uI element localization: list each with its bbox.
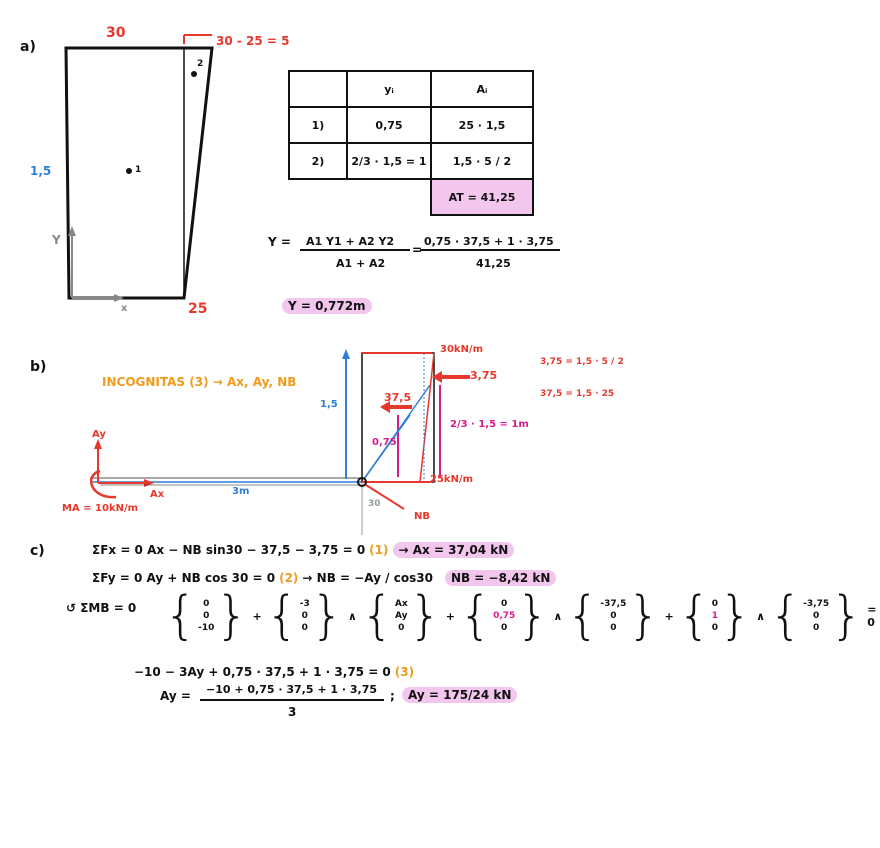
brace-close: } xyxy=(719,586,753,646)
vector-column xyxy=(493,598,515,634)
offset-note: 30 - 25 = 5 xyxy=(216,34,290,48)
section-b-label: b) xyxy=(30,359,47,375)
vector-column xyxy=(712,598,718,634)
ay-result: Ay = 175/24 kN xyxy=(402,687,517,703)
moment-label: MA = 10kN/m xyxy=(62,503,139,514)
vector-operator: ∧ xyxy=(756,609,766,623)
nb-label: NB xyxy=(414,511,430,522)
vector-component: 0 xyxy=(301,623,308,633)
brace-close: } xyxy=(310,586,344,646)
ay-label: Ay xyxy=(92,429,106,440)
moment-vector-equation xyxy=(164,586,880,646)
ay-fraction-bar xyxy=(0,690,646,720)
span-label: 3m xyxy=(232,486,250,497)
brace-close: } xyxy=(830,586,864,646)
vector-component: 0 xyxy=(610,623,617,633)
vector-component: Ay xyxy=(395,611,408,621)
unknowns-label: INCOGNITAS (3) → Ax, Ay, NB xyxy=(102,375,297,389)
eq-sum-fy: ΣFy = 0 Ay + NB cos 30 = 0 (2) → NB = −Ay / cos30 NB = −8,42 kN xyxy=(92,570,556,586)
brace-open: { xyxy=(769,586,803,646)
vector-component: 0 xyxy=(610,611,617,621)
vector-column xyxy=(300,598,310,634)
top-load-label: 30kN/m xyxy=(440,344,484,355)
bottom-load-label: 25kN/m xyxy=(430,474,474,485)
vector-component: 0 xyxy=(711,623,719,633)
note-3-75: 3,75 = 1,5 · 5 / 2 xyxy=(540,357,624,367)
brace-open: { xyxy=(458,586,493,646)
point-1-label: 1 xyxy=(135,165,142,175)
note-37-5: 37,5 = 1,5 · 25 xyxy=(540,389,615,399)
ybar-denominator: A1 + A2 xyxy=(336,257,386,270)
vector-operator: + xyxy=(664,609,674,623)
bottom-width-label: 25 xyxy=(188,301,208,317)
vector-component: 0 xyxy=(398,623,405,633)
vector-component: 0 xyxy=(813,611,820,621)
ybar-lhs: Y = xyxy=(268,235,291,249)
vector-operator: + xyxy=(252,609,262,623)
wall-height-label: 1,5 xyxy=(320,399,338,410)
brace-close: } xyxy=(408,586,442,646)
point-2-label: 2 xyxy=(197,59,204,69)
vector-component: 0 xyxy=(301,611,308,621)
vector-component: 0 xyxy=(203,599,210,609)
arm-0-75-label: 0,75 xyxy=(372,437,397,448)
force-37-5-label: 37,5 xyxy=(384,391,412,404)
centroid-table xyxy=(288,70,534,216)
angle-label: 30 xyxy=(368,499,381,509)
vector-component: Ax xyxy=(394,599,408,609)
x-axis-label: x xyxy=(121,303,128,314)
vector-component: -3 xyxy=(299,599,310,609)
vector-column xyxy=(198,598,214,634)
eq-moment-expanded: −10 − 3Ay + 0,75 · 37,5 + 1 · 3,75 = 0 (3) xyxy=(134,665,415,679)
height-label: 1,5 xyxy=(30,164,52,178)
ybar-denominator-values: 41,25 xyxy=(476,257,511,270)
vector-component: 0,75 xyxy=(493,611,516,621)
table-header-y: yᵢ xyxy=(347,71,431,107)
vector-component: 1 xyxy=(711,611,719,621)
brace-open: { xyxy=(360,586,394,646)
vector-column xyxy=(600,598,626,634)
vector-operator: ∧ xyxy=(347,609,357,623)
ay-lhs: Ay = xyxy=(160,689,191,703)
vector-operator: ∧ xyxy=(553,609,563,623)
section-a-label: a) xyxy=(20,39,36,55)
table-row: 2) 2/3 · 1,5 = 1 1,5 · 5 / 2 xyxy=(289,143,533,179)
table-header-a: Aᵢ xyxy=(431,71,533,107)
total-area: AT = 41,25 xyxy=(431,179,533,215)
ay-denominator: 3 xyxy=(288,705,297,719)
vector-component: 0 xyxy=(711,599,719,609)
brace-open: { xyxy=(265,586,299,646)
brace-open: { xyxy=(164,586,198,646)
eq-sum-mb: ↺ ΣMB = 0 xyxy=(66,601,137,615)
table-row: 1) 0,75 25 · 1,5 xyxy=(289,107,533,143)
vector-operator: + xyxy=(445,609,455,623)
vector-component: -3,75 xyxy=(803,599,830,609)
beam-free-body-diagram xyxy=(0,345,646,545)
top-width-label: 30 xyxy=(106,25,126,41)
vector-equals: = 0 xyxy=(867,603,877,629)
vector-component: -10 xyxy=(198,623,215,633)
vector-component: 0 xyxy=(501,623,508,633)
force-3-75-label: 3,75 xyxy=(470,369,498,382)
brace-close: } xyxy=(215,586,249,646)
vector-component: -37,5 xyxy=(600,599,627,609)
ybar-numerator: A1 Y1 + A2 Y2 xyxy=(306,235,395,248)
y-axis-label: Y xyxy=(52,233,61,247)
section-c-label: c) xyxy=(30,543,45,559)
arm-1m-label: 2/3 · 1,5 = 1m xyxy=(450,419,529,430)
brace-open: { xyxy=(566,586,600,646)
eq-sum-fx: ΣFx = 0 Ax − NB sin30 − 37,5 − 3,75 = 0 (1) → Ax = 37,04 kN xyxy=(92,542,514,558)
vector-component: 0 xyxy=(813,623,820,633)
vector-component: 0 xyxy=(501,599,508,609)
vector-column xyxy=(803,598,829,634)
ybar-numerator-values: 0,75 · 37,5 + 1 · 3,75 xyxy=(424,235,554,248)
vector-component: 0 xyxy=(203,611,210,621)
brace-close: } xyxy=(516,586,550,646)
centroid-result: Y = 0,772m xyxy=(282,298,372,314)
ax-label: Ax xyxy=(150,489,165,500)
brace-close: } xyxy=(627,586,661,646)
ay-numerator: −10 + 0,75 · 37,5 + 1 · 3,75 xyxy=(206,683,378,696)
brace-open: { xyxy=(677,586,711,646)
vector-column xyxy=(395,598,408,634)
